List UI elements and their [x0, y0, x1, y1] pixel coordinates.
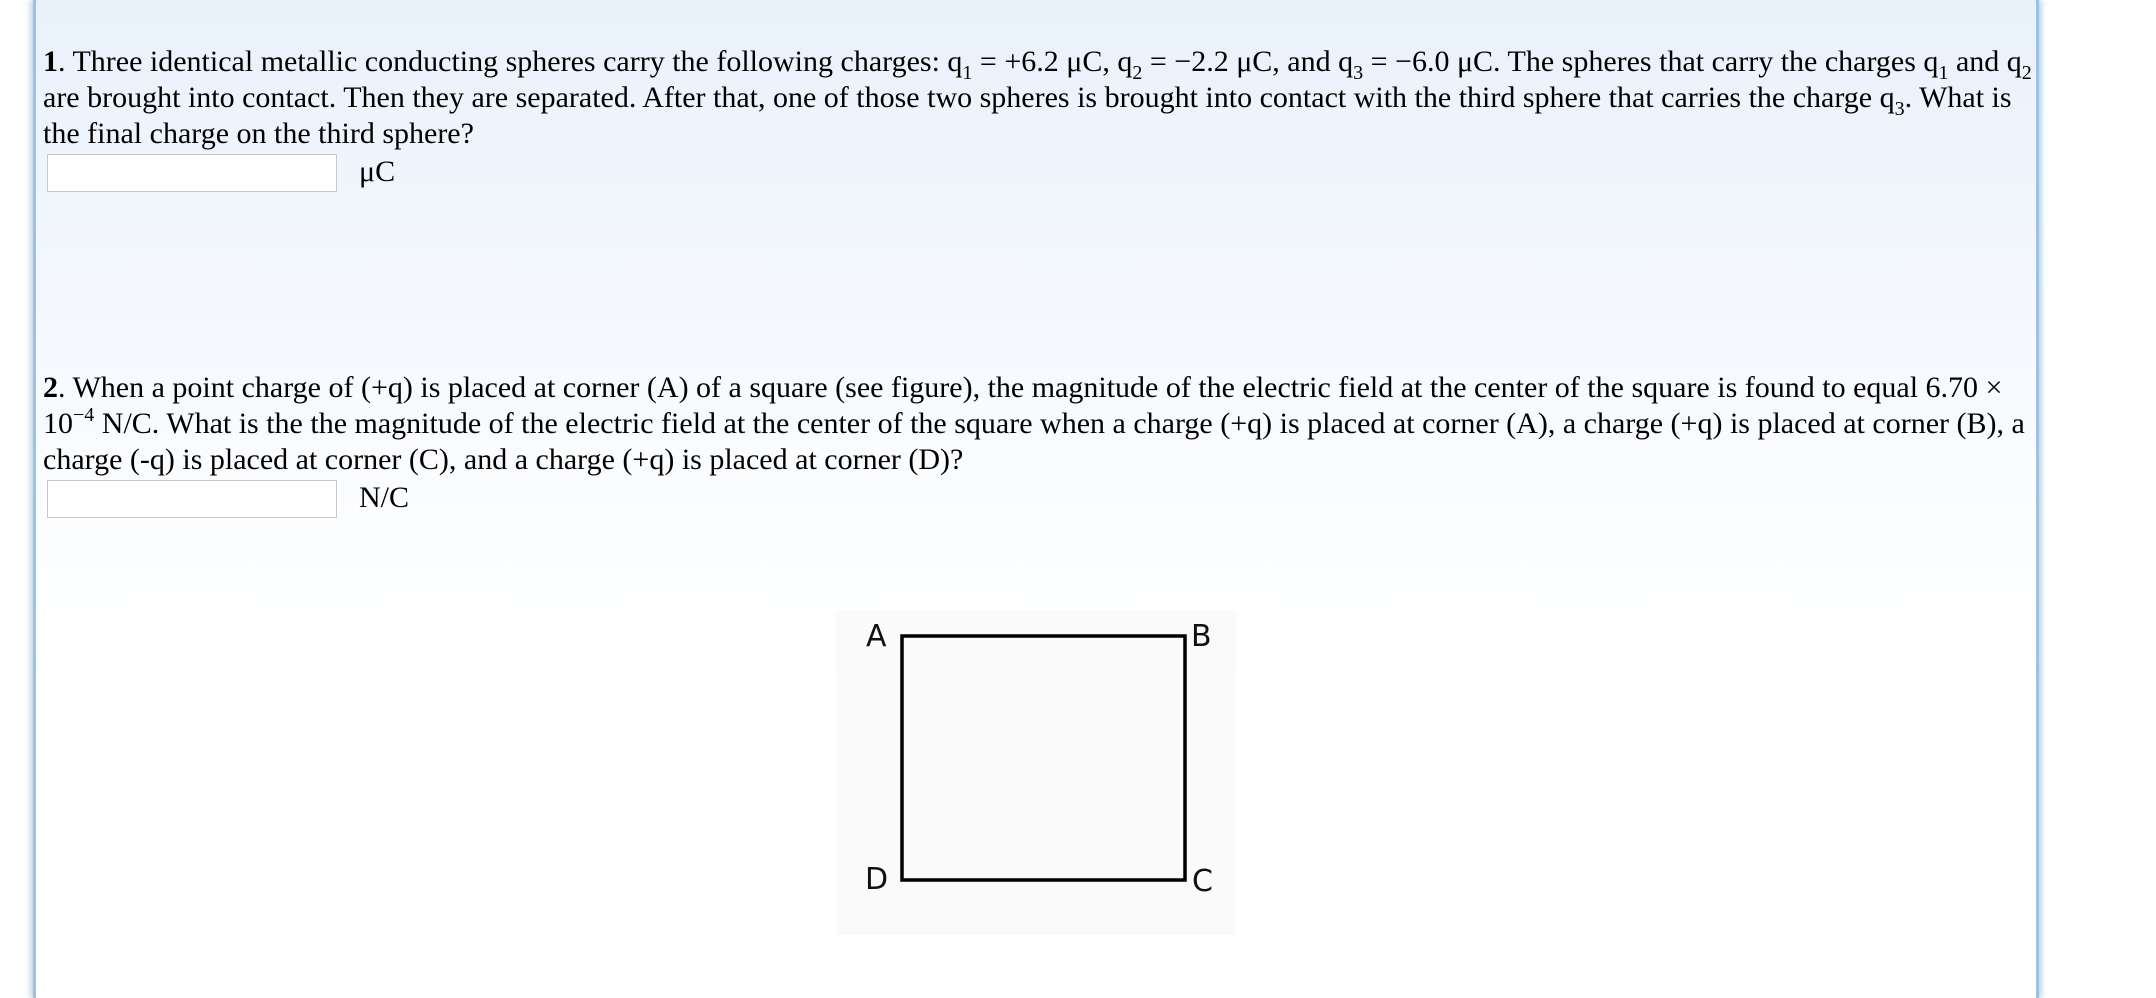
question-1-text-part: and q	[1948, 45, 2022, 78]
question-1-text-part: . Three identical metallic conducting spheres carry the following charges: q	[58, 45, 963, 78]
question-1-text	[43, 44, 2033, 152]
question-2-text-part: . When a point charge of (+q) is placed at corner (A) of a square (see figure), the magnitude of the electric field at the center of the square is found to equal 6.70 × 10	[43, 371, 2003, 440]
subscript: 3	[1353, 62, 1364, 84]
question-1-text-part: = +6.2 μC, q	[972, 45, 1133, 78]
square-outline	[902, 636, 1185, 880]
corner-label-c: C	[1192, 864, 1213, 899]
question-2-number: 2	[43, 371, 58, 404]
superscript: −4	[73, 404, 95, 426]
square-figure	[836, 610, 1236, 935]
question-2-text	[43, 370, 2033, 478]
corner-label-b: B	[1191, 619, 1212, 654]
question-1-text-part: = −6.0 μC. The spheres that carry the charges q	[1363, 45, 1939, 78]
subscript: 1	[1938, 62, 1949, 84]
question-1-answer-input[interactable]	[47, 154, 337, 192]
question-1-number: 1	[43, 45, 58, 78]
corner-label-a: A	[866, 619, 887, 654]
subscript: 1	[962, 62, 973, 84]
subscript: 3	[1894, 98, 1905, 120]
subscript: 2	[1132, 62, 1143, 84]
question-1-text-part: = −2.2 μC, and q	[1142, 45, 1354, 78]
square-diagram	[836, 610, 1236, 935]
question-2-answer-input[interactable]	[47, 480, 337, 518]
question-1-unit: μC	[359, 155, 396, 188]
subscript: 2	[2021, 62, 2032, 84]
question-2-unit: N/C	[359, 481, 410, 514]
question-2-text-part: N/C. What is the the magnitude of the electric field at the center of the square when a charge (+q) is placed at corner (A), a charge (+q) is placed at corner (B), a charge (-q) is placed at corner (C), and a charge (+q) is placed at corner (D)?	[43, 407, 2025, 476]
question-1-text-part: are brought into contact. Then they are separated. After that, one of those two spheres is brought into contact with the third sphere that carries the charge q	[43, 81, 1895, 114]
question-1-text-part: . What is the final charge on the third sphere?	[43, 81, 2012, 150]
corner-label-d: D	[865, 862, 889, 897]
